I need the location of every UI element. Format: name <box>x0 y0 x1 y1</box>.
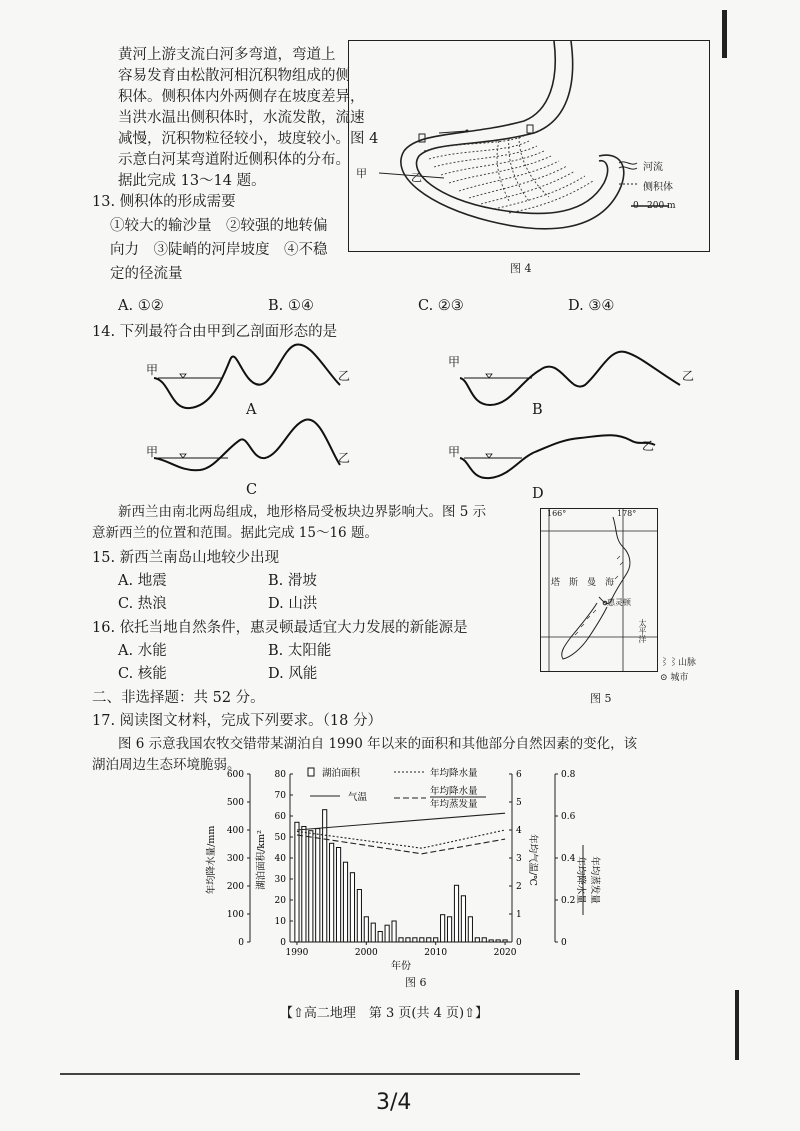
lake-area-bar <box>323 810 327 942</box>
lake-area-bar <box>302 827 306 943</box>
lake-area-bar <box>427 938 431 942</box>
fig4-scale-value: 200 m <box>647 201 676 211</box>
lake-tick-label: 30 <box>274 875 286 885</box>
legend-precip: 年均降水量 <box>430 768 478 779</box>
fig5-tasman-sea: 塔 斯 曼 海 <box>551 578 615 588</box>
lake-area-bar <box>385 925 389 942</box>
intro1-line-5: 减慢，沉积物粒径较小，坡度较小。图 4 <box>118 131 379 147</box>
lake-area-bar <box>343 862 347 942</box>
scan-artifact <box>735 990 739 1060</box>
precip-tick-label: 0 <box>238 938 244 948</box>
temp-tick-label: 4 <box>516 826 522 836</box>
fig4-label-jia: 甲 <box>356 167 367 180</box>
q13-line-2: ①较大的输沙量 ②较强的地转偏 <box>110 218 328 234</box>
legend-lake: 湖泊面积 <box>322 768 361 779</box>
precip-tick-label: 300 <box>226 854 244 864</box>
lake-area-bar <box>316 829 320 942</box>
intro1-line-3: 积体。侧积体内外两侧存在坡度差异， <box>118 89 365 105</box>
lake-tick-label: 50 <box>274 833 286 843</box>
precip-tick-label: 500 <box>226 798 244 808</box>
q13-option-b: B. ①④ <box>268 298 314 314</box>
q14-option-c: C <box>246 482 258 498</box>
q14-stem: 14. 下列最符合由甲到乙剖面形态的是 <box>92 324 338 340</box>
fig5-legend-mountain: ⌇⌇山脉 <box>660 658 697 668</box>
q17-line-1: 图 6 示意我国农牧交错带某湖泊自 1990 年以来的面积和其他部分自然因素的变化，该 <box>118 736 638 752</box>
lake-area-bar <box>399 938 403 942</box>
q14-a-yi: 乙 <box>338 369 351 383</box>
figure-4-map <box>349 41 709 251</box>
lake-tick-label: 40 <box>274 854 286 864</box>
ratio-axis-label-top: 年均降水量 <box>575 856 586 904</box>
x-axis-label: 年份 <box>391 961 411 972</box>
temp-tick-label: 2 <box>516 882 522 892</box>
x-tick-label: 1990 <box>285 948 309 958</box>
ratio-axis-label-bottom: 年均蒸发量 <box>589 856 600 904</box>
figure-6-chart <box>190 760 630 980</box>
fig5-lon-166: 166° <box>547 509 567 518</box>
q15-stem: 15. 新西兰南岛山地较少出现 <box>92 550 280 566</box>
lake-area-bar <box>364 917 368 942</box>
q14-c-jia: 甲 <box>146 445 159 459</box>
figure-4 <box>348 40 710 252</box>
lake-area-bar <box>309 831 313 942</box>
intro1-line-4: 当洪水温出侧积体时，水流发散，流速 <box>118 110 365 126</box>
fig4-label-yi: 乙 <box>411 171 422 184</box>
lake-area-bar <box>441 915 445 942</box>
precip-axis-label: 年均降水量/mm <box>206 825 217 895</box>
q17-line-2: 湖泊周边生态环境脆弱。 <box>92 757 241 773</box>
lake-tick-label: 20 <box>274 896 286 906</box>
lake-area-bar <box>468 917 472 942</box>
mountain-symbol-icon: ⌇⌇ <box>660 658 679 668</box>
q15-option-d: D. 山洪 <box>268 596 318 612</box>
ratio-tick-label: 0 <box>561 938 567 948</box>
temp-tick-label: 0 <box>516 938 522 948</box>
fig4-legend-lateral: 侧积体 <box>643 182 673 193</box>
lake-area-bar <box>434 938 438 942</box>
fig6-caption: 图 6 <box>405 976 427 989</box>
q14-profiles <box>140 340 700 500</box>
lake-axis-label: 湖泊面积/km² <box>256 830 267 890</box>
legend-temp: 气温 <box>348 792 368 803</box>
section-2-heading: 二、非选择题：共 52 分。 <box>92 690 265 706</box>
temp-tick-label: 5 <box>516 798 522 808</box>
x-tick-label: 2000 <box>354 948 378 958</box>
lake-tick-label: 80 <box>274 770 286 780</box>
ratio-line <box>297 835 505 854</box>
q14-a-jia: 甲 <box>146 363 159 377</box>
q14-b-yi: 乙 <box>682 369 695 383</box>
q15-option-b: B. 滑坡 <box>268 573 317 589</box>
q13-stem: 13. 侧积体的形成需要 <box>92 194 236 210</box>
precip-tick-label: 400 <box>226 826 244 836</box>
lake-tick-label: 60 <box>274 812 286 822</box>
legend-ratio-bottom: 年均蒸发量 <box>430 799 478 810</box>
lake-area-bar <box>503 940 507 942</box>
lake-area-bar <box>461 896 465 942</box>
lake-area-bar <box>447 917 451 942</box>
lake-area-bar <box>420 938 424 942</box>
figure-5-map <box>541 509 657 671</box>
fig5-caption: 图 5 <box>590 692 612 705</box>
q14-option-b: B <box>532 402 543 418</box>
lake-area-bar <box>357 890 361 943</box>
fig5-pacific: 太平洋 <box>638 619 647 643</box>
precip-tick-label: 600 <box>226 770 244 780</box>
page-number: 3/4 <box>376 1090 412 1115</box>
lake-area-bar <box>378 932 382 943</box>
lake-tick-label: 0 <box>280 938 286 948</box>
ratio-tick-label: 0.4 <box>561 854 576 864</box>
temp-tick-label: 6 <box>516 770 522 780</box>
lake-area-bar <box>413 938 417 942</box>
lake-area-bar <box>496 940 500 942</box>
q13-option-d: D. ③④ <box>568 298 615 314</box>
q16-option-c: C. 核能 <box>118 666 167 682</box>
lake-area-bar <box>489 940 493 942</box>
q17-stem: 17. 阅读图文材料，完成下列要求。（18 分） <box>92 713 382 729</box>
lake-area-bar <box>392 921 396 942</box>
precip-tick-label: 200 <box>226 882 244 892</box>
ratio-tick-label: 0.2 <box>561 896 576 906</box>
q14-c-yi: 乙 <box>338 451 351 465</box>
q13-line-4: 定的径流量 <box>110 266 183 282</box>
fig4-caption: 图 4 <box>510 262 532 275</box>
intro1-line-2: 容易发育由松散河相沉积物组成的侧 <box>118 68 350 84</box>
fig5-wellington: 惠灵顿 <box>607 598 631 607</box>
q14-d-jia: 甲 <box>448 445 461 459</box>
profile-c-curve <box>154 420 340 471</box>
figure-5 <box>540 508 658 672</box>
temp-axis-label: 年均气温/℃ <box>527 834 538 886</box>
lake-area-bar <box>406 938 410 942</box>
lake-area-bar <box>454 885 458 942</box>
lake-area-bar <box>350 873 354 942</box>
q16-stem: 16. 依托当地自然条件，惠灵顿最适宜大力发展的新能源是 <box>92 620 468 636</box>
intro1-line-6: 示意白河某弯道附近侧积体的分布。 <box>118 152 350 168</box>
scan-artifact <box>722 10 727 58</box>
x-tick-label: 2010 <box>424 948 448 958</box>
intro1-line-1: 黄河上游支流白河多弯道，弯道上 <box>118 47 336 63</box>
page-footer: 【⇧高二地理 第 3 页(共 4 页)⇧】 <box>280 1006 489 1021</box>
ratio-tick-label: 0.6 <box>561 812 576 822</box>
fig4-legend-river: 河流 <box>643 162 663 173</box>
precip-tick-label: 100 <box>226 910 244 920</box>
lake-tick-label: 10 <box>274 917 286 927</box>
temp-tick-label: 3 <box>516 854 522 864</box>
q13-option-a: A. ①② <box>118 298 164 314</box>
lake-area-bar <box>336 848 340 943</box>
lake-area-bar <box>371 923 375 942</box>
q13-line-3: 向力 ③陡峭的河岸坡度 ④不稳 <box>110 242 328 258</box>
q14-option-d: D <box>532 486 544 502</box>
x-tick-label: 2020 <box>493 948 517 958</box>
lake-area-bar <box>482 938 486 942</box>
ratio-tick-label: 0.8 <box>561 770 576 780</box>
temp-tick-label: 1 <box>516 910 522 920</box>
city-dot-icon: ⊙ <box>660 673 671 683</box>
fig4-scale-zero: 0 <box>633 201 639 211</box>
q15-option-c: C. 热浪 <box>118 596 167 612</box>
fig5-legend-city: ⊙ 城市 <box>660 673 689 683</box>
lake-tick-label: 70 <box>274 791 286 801</box>
q16-option-b: B. 太阳能 <box>268 643 332 659</box>
q14-b-jia: 甲 <box>448 355 461 369</box>
intro2-line-2: 意新西兰的位置和范围。据此完成 15～16 题。 <box>92 525 378 541</box>
q14-option-a: A <box>246 402 257 418</box>
legend-ratio-top: 年均降水量 <box>430 786 478 797</box>
intro2-line-1: 新西兰由南北两岛组成，地形格局受板块边界影响大。图 5 示 <box>118 504 487 520</box>
q14-d-yi: 乙 <box>642 439 655 453</box>
intro1-line-7: 据此完成 13～14 题。 <box>118 173 266 189</box>
lake-area-bar <box>475 938 479 942</box>
q16-option-a: A. 水能 <box>118 643 167 659</box>
lake-area-bar <box>330 843 334 942</box>
legend-lake-swatch <box>308 768 314 776</box>
q13-option-c: C. ②③ <box>418 298 464 314</box>
lake-area-bar <box>295 822 299 942</box>
q15-option-a: A. 地震 <box>118 573 167 589</box>
scan-artifact <box>60 1073 580 1075</box>
temperature-line <box>297 813 505 830</box>
fig5-lon-178: 178° <box>617 509 637 518</box>
q16-option-d: D. 风能 <box>268 666 318 682</box>
